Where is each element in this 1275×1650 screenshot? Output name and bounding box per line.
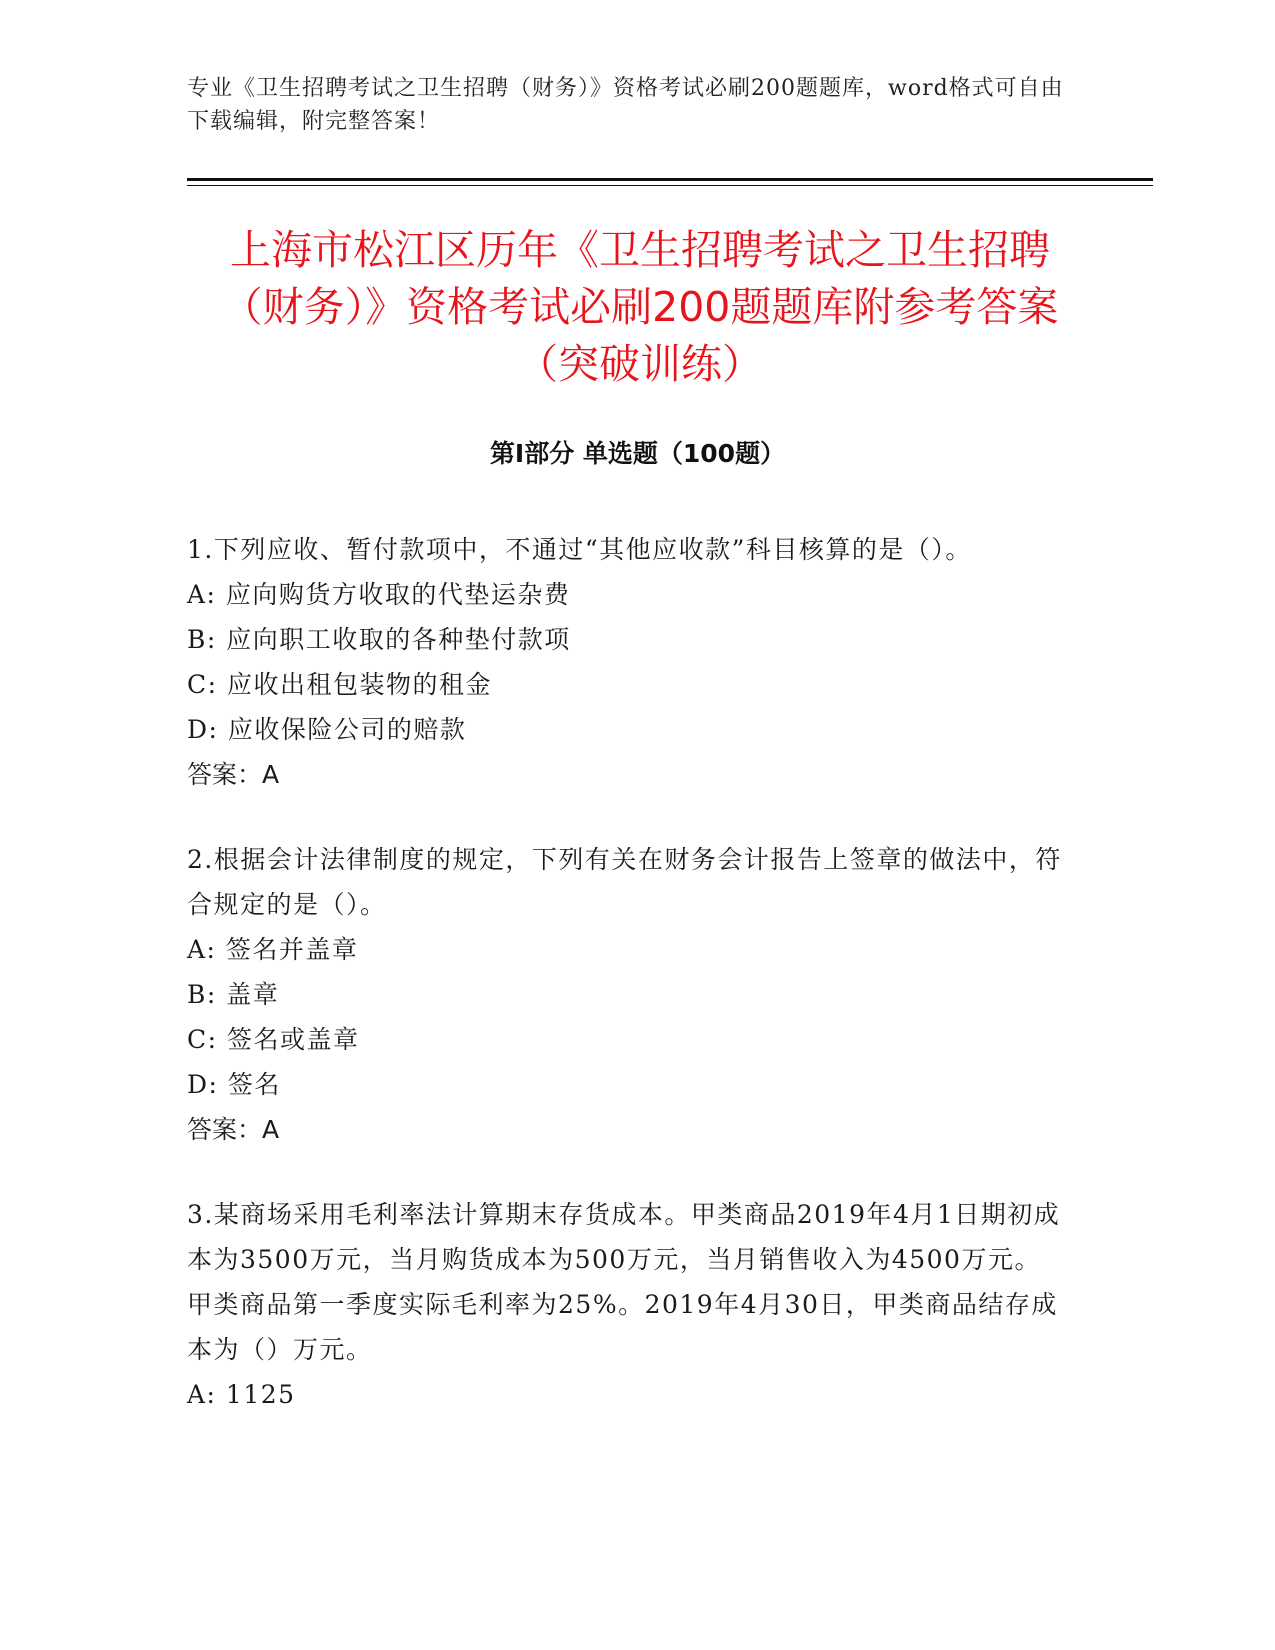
question-stem: 3.某商场采用毛利率法计算期末存货成本。甲类商品2019年4月1日期初成本为3500万元，当月购货成本为500万元，当月销售收入为4500万元。甲类商品第一季度实际毛利率为25%。2019年4月30日，甲类商品结存成本为（）万元。 <box>187 1200 1061 1364</box>
answer-line: 答案：A <box>187 1115 280 1144</box>
header-divider-thin <box>187 185 1153 186</box>
question-2 <box>187 837 1067 1152</box>
header-divider-thick <box>187 178 1153 181</box>
option-c: C: 签名或盖章 <box>187 1025 360 1054</box>
option-a: A: 签名并盖章 <box>187 935 359 964</box>
document-title: 上海市松江区历年《卫生招聘考试之卫生招聘（财务）》资格考试必刷200题题库附参考答案（突破训练） <box>221 226 1059 388</box>
option-b: B: 盖章 <box>187 980 280 1009</box>
question-stem: 2.根据会计法律制度的规定，下列有关在财务会计报告上签章的做法中，符合规定的是（）。 <box>187 845 1062 919</box>
section-heading: 第Ⅰ部分 单选题（100题） <box>489 439 786 468</box>
question-1 <box>187 527 1067 797</box>
option-b: B: 应向职工收取的各种垫付款项 <box>187 625 571 654</box>
question-stem: 1.下列应收、暂付款项中，不通过“其他应收款”科目核算的是（）。 <box>187 535 972 564</box>
question-list <box>187 527 1067 1457</box>
option-d: D: 签名 <box>187 1070 281 1099</box>
option-a: A: 1125 <box>187 1380 296 1409</box>
option-d: D: 应收保险公司的赔款 <box>187 715 467 744</box>
option-a: A: 应向购货方收取的代垫运杂费 <box>187 580 571 609</box>
answer-line: 答案：A <box>187 760 280 789</box>
question-3 <box>187 1192 1067 1417</box>
document-header-note: 专业《卫生招聘考试之卫生招聘（财务）》资格考试必刷200题题库，word格式可自由下载编辑，附完整答案！ <box>187 76 1064 134</box>
option-c: C: 应收出租包装物的租金 <box>187 670 492 699</box>
